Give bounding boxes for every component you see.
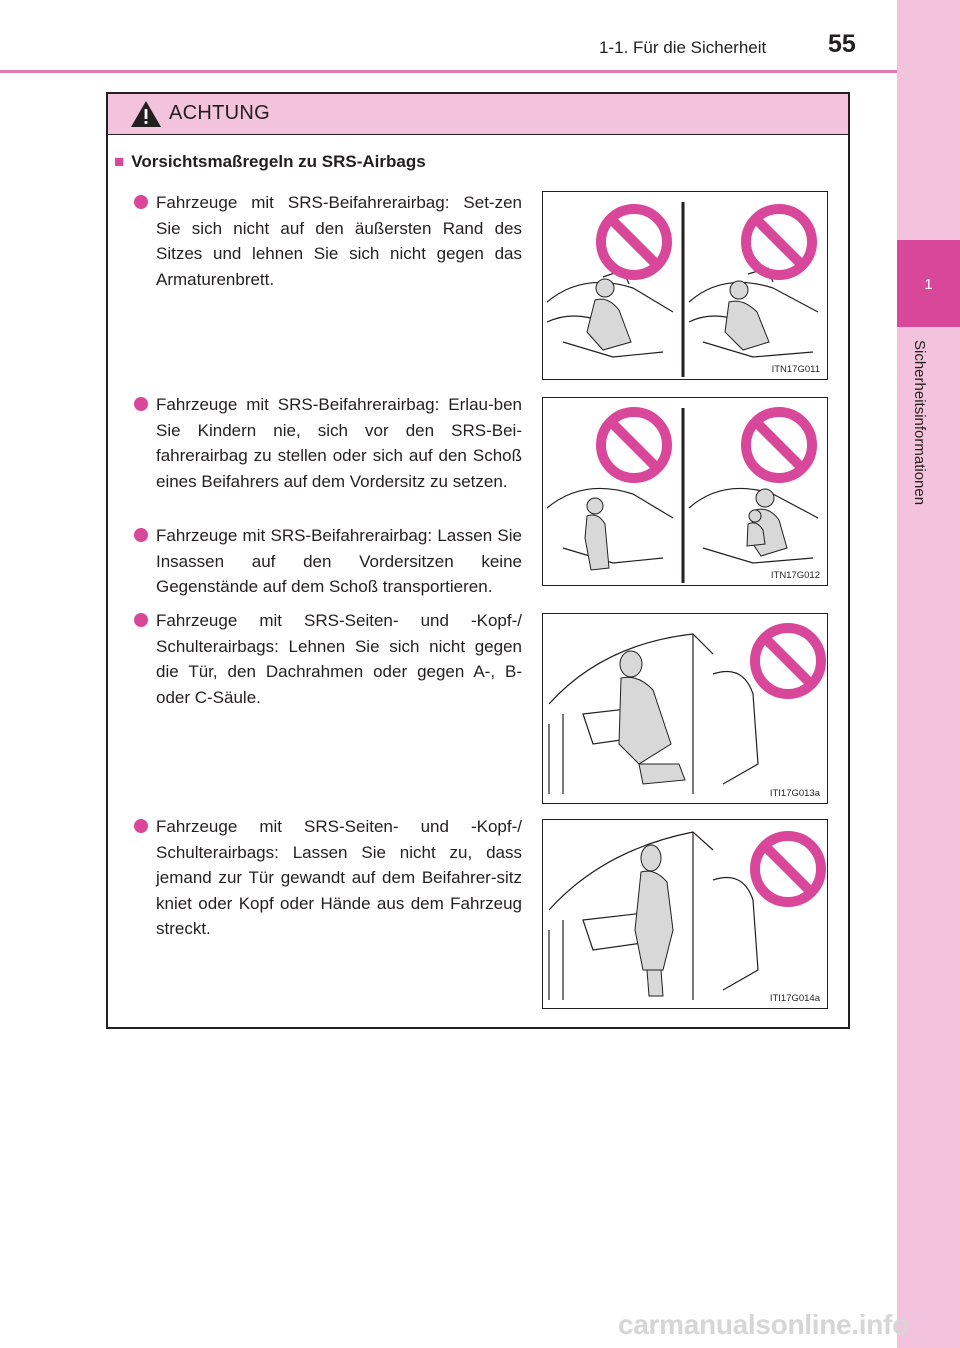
illustration: [542, 819, 828, 1009]
illustration-code: ITI17G014a: [769, 993, 820, 1004]
subheading: [114, 152, 426, 172]
chapter-number: 1: [924, 276, 933, 293]
prohibition-icon: [755, 628, 821, 694]
list-item: [134, 814, 522, 942]
side-tab-background: [897, 0, 960, 1348]
illustration-drawing: [543, 398, 827, 585]
header-divider: [0, 70, 897, 73]
illustration: [542, 613, 828, 804]
illustration-drawing: [543, 614, 827, 803]
list-item-text: Fahrzeuge mit SRS-Beifahrerairbag: Lassen Sie Insassen auf den Vordersitzen keine Gegenstände auf dem Schoß transportieren.: [156, 526, 522, 596]
bullet-icon: [134, 397, 148, 411]
prohibition-icon: [601, 412, 667, 478]
bullet-icon: [134, 613, 148, 627]
illustration: [542, 397, 828, 586]
list-item: [134, 523, 522, 600]
page-number: 55: [828, 30, 856, 58]
list-item-text: Fahrzeuge mit SRS-Beifahrerairbag: Set-zen Sie sich nicht auf den äußersten Rand des Sitzes und lehnen Sie sich nicht gegen das Armaturenbrett.: [156, 193, 522, 289]
illustration-drawing: [543, 192, 827, 379]
bullet-icon: [134, 528, 148, 542]
illustration-code: ITN17G011: [771, 364, 820, 375]
warning-box: [106, 92, 850, 1029]
list-item: [134, 392, 522, 494]
prohibition-icon: [601, 209, 667, 275]
illustration-drawing: [543, 820, 827, 1008]
chapter-name: Sicherheitsinformationen: [911, 340, 928, 506]
bullet-icon: [134, 195, 148, 209]
list-item-text: Fahrzeuge mit SRS-Beifahrerairbag: Erlau-ben Sie Kindern nie, sich vor den SRS-Bei-fahrerairbag zu stellen oder sich auf den Schoß eines Beifahrers auf dem Vordersitz zu setzen.: [156, 395, 522, 491]
square-bullet-icon: ■: [114, 152, 125, 171]
list-item: [134, 608, 522, 710]
list-item-text: Fahrzeuge mit SRS-Seiten- und -Kopf-/ Schulterairbags: Lassen Sie nicht zu, dass jemand zur Tür gewandt auf dem Beifahrer-sitz kniet oder Kopf oder Hände aus dem Fahrzeug streckt.: [156, 817, 522, 938]
warning-title: ACHTUNG: [169, 102, 270, 124]
prohibition-icon: [746, 412, 812, 478]
prohibition-icon: [755, 836, 821, 902]
illustration-code: ITI17G013a: [769, 788, 820, 799]
subheading-text: Vorsichtsmaßregeln zu SRS-Airbags: [131, 152, 426, 171]
section-title: 1-1. Für die Sicherheit: [599, 38, 767, 57]
warning-triangle-icon: [130, 100, 162, 128]
watermark: carmanualsonline.info: [618, 1309, 909, 1340]
illustration: [542, 191, 828, 380]
list-item: [134, 190, 522, 292]
warning-header: [108, 94, 848, 135]
list-item-text: Fahrzeuge mit SRS-Seiten- und -Kopf-/ Schulterairbags: Lehnen Sie sich nicht gegen die Tür, den Dachrahmen oder gegen A-, B- oder C-Säule.: [156, 611, 522, 707]
illustration-code: ITN17G012: [770, 570, 820, 581]
bullet-icon: [134, 819, 148, 833]
prohibition-icon: [746, 209, 812, 275]
